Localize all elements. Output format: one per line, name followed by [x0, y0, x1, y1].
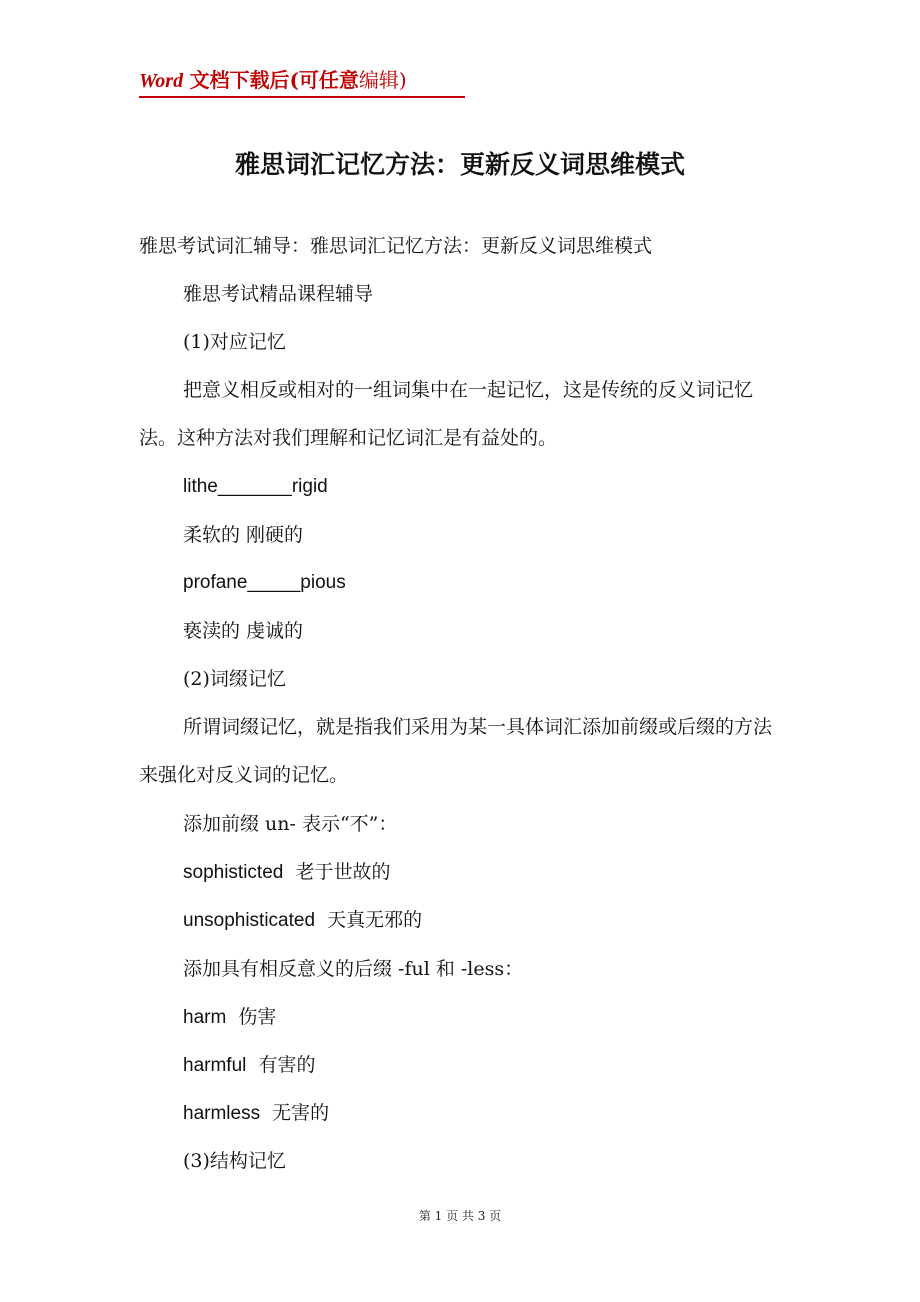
section1-heading: (1)对应记忆 [183, 331, 286, 353]
header-word: Word [139, 70, 184, 92]
example6-line [183, 1051, 315, 1080]
example5-line [183, 1003, 276, 1032]
example7-english: harmless [183, 1103, 261, 1124]
example4-chinese: 天真无邪的 [327, 909, 423, 931]
prefix-line: 添加前缀 un- 表示“不”： [183, 813, 398, 835]
course-line: 雅思考试精品课程辅导 [183, 283, 374, 305]
page-footer: 第 1 页 共 3 页 [418, 1209, 502, 1223]
example2-english: profane_____pious [183, 572, 346, 593]
section1-paragraph: 把意义相反或相对的一组词集中在一起记忆，这是传统的反义词记忆法。这种方法对我们理解和记忆词汇是有益处的。 [139, 379, 754, 449]
header-bold-text: 文档下载后(可任意 [189, 68, 359, 92]
section2-heading: (2)词缀记忆 [183, 668, 286, 690]
header-normal-text: 编辑) [358, 68, 407, 92]
page-title: 雅思词汇记忆方法：更新反义词思维模式 [234, 150, 685, 179]
example3-line [183, 858, 390, 887]
example6-english: harmful [183, 1055, 247, 1076]
section2-paragraph: 所谓词缀记忆，就是指我们采用为某一具体词汇添加前缀或后缀的方法来强化对反义词的记忆。 [139, 716, 773, 786]
example1-chinese: 柔软的 刚硬的 [183, 524, 304, 546]
example3-chinese: 老于世故的 [295, 861, 391, 883]
example1-english: lithe_______rigid [183, 476, 328, 497]
example2-chinese: 亵渎的 虔诚的 [183, 620, 304, 642]
section3-heading: (3)结构记忆 [183, 1150, 286, 1172]
document-header [139, 66, 465, 98]
example5-chinese: 伤害 [238, 1006, 277, 1028]
suffix-line: 添加具有相反意义的后缀 -ful 和 -less： [183, 958, 524, 980]
example7-chinese: 无害的 [272, 1102, 330, 1124]
intro-line: 雅思考试词汇辅导：雅思词汇记忆方法：更新反义词思维模式 [139, 235, 653, 257]
example6-chinese: 有害的 [258, 1054, 316, 1076]
example4-english: unsophisticated [183, 910, 316, 931]
example4-line [183, 906, 422, 935]
example5-english: harm [183, 1007, 227, 1028]
example3-english: sophisticted [183, 862, 284, 883]
example7-line [183, 1099, 329, 1128]
